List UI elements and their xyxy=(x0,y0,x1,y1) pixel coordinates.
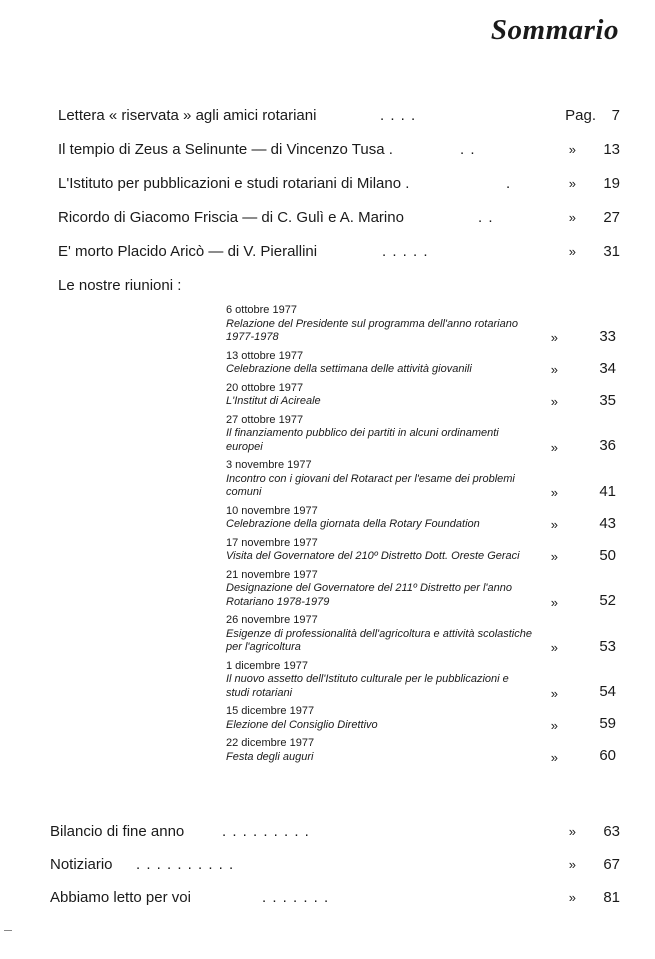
entry-title: Lettera « riservata » agli amici rotariani xyxy=(58,107,317,124)
page-number: 59 xyxy=(599,715,616,732)
page-label: » xyxy=(550,640,558,655)
page-label: » xyxy=(568,210,576,225)
page-label: Pag. xyxy=(565,107,596,124)
toc-entry xyxy=(50,855,620,888)
meeting-date: 15 dicembre 1977 xyxy=(226,705,315,717)
page-label: » xyxy=(550,549,558,564)
meeting-description: Elezione del Consiglio Direttivo xyxy=(226,718,378,731)
page-number: 7 xyxy=(611,107,620,124)
page-number: 60 xyxy=(599,747,616,764)
meeting-date: 17 novembre 1977 xyxy=(226,536,318,549)
page-label: » xyxy=(550,685,558,701)
page-label: » xyxy=(568,890,576,905)
meeting-date: 13 ottobre 1977 xyxy=(226,349,304,362)
page-label: » xyxy=(550,517,558,532)
page-label: » xyxy=(568,142,576,157)
meeting-description: Incontro con i giovani del Rotaract per l'esame dei problemi comuni xyxy=(226,472,515,498)
toc-entry xyxy=(58,174,620,208)
entry-title: Abbiamo letto per voi xyxy=(50,889,191,906)
leader-dots: . . . . . . . . . xyxy=(222,823,310,840)
leader-dots: . . . . . . . xyxy=(262,889,330,906)
meeting-item xyxy=(226,459,618,500)
page-number: 31 xyxy=(603,243,620,260)
page-label: » xyxy=(568,824,576,839)
leader-dots: . . . . . . . . . . xyxy=(136,856,235,873)
meeting-date: 27 ottobre 1977 xyxy=(226,413,304,426)
page-number: 67 xyxy=(603,856,620,873)
meeting-description: Esigenze di professionalità dell'agricoltura e attività scolastiche per l'agricoltura xyxy=(226,627,532,653)
page-label: » xyxy=(568,244,576,259)
meeting-item xyxy=(226,304,618,345)
toc-entry xyxy=(58,242,620,276)
meeting-item xyxy=(226,537,618,564)
meeting-description: Celebrazione della giornata della Rotary Foundation xyxy=(226,518,480,530)
meeting-description: Festa degli auguri xyxy=(226,750,314,763)
page-label: » xyxy=(550,485,558,500)
meeting-item xyxy=(226,350,618,377)
meeting-date: 26 novembre 1977 xyxy=(226,614,318,626)
page-number: 36 xyxy=(599,437,616,454)
page-number: 27 xyxy=(603,209,620,226)
page-number: 54 xyxy=(599,683,616,700)
page-number: 63 xyxy=(603,823,620,840)
meeting-item xyxy=(226,569,618,610)
page-number: 43 xyxy=(599,514,616,532)
page-number: 41 xyxy=(599,482,616,500)
entry-title: Notiziario xyxy=(50,856,113,873)
page-number: 50 xyxy=(599,546,616,564)
toc-entry xyxy=(58,106,620,140)
leader-dots: . . xyxy=(460,141,476,158)
page-label: » xyxy=(550,439,558,455)
toc-tail xyxy=(50,822,620,921)
page-number: 19 xyxy=(603,175,620,192)
page-number: 13 xyxy=(603,141,620,158)
page-number: 35 xyxy=(599,391,616,409)
page-number: 34 xyxy=(599,359,616,377)
page-label: » xyxy=(568,857,576,872)
toc-entry xyxy=(58,208,620,242)
meeting-description: Visita del Governatore del 210º Distretto Dott. Oreste Geraci xyxy=(226,550,520,562)
meeting-item xyxy=(226,614,618,655)
toc-entry xyxy=(50,888,620,921)
meeting-date: 20 ottobre 1977 xyxy=(226,381,304,394)
meeting-description: Relazione del Presidente sul programma dell'anno rotariano 1977-1978 xyxy=(226,317,518,343)
page-label: » xyxy=(550,594,558,610)
toc-entry xyxy=(58,140,620,174)
meeting-item xyxy=(226,382,618,409)
margin-mark xyxy=(4,930,12,931)
section-heading: Le nostre riunioni : xyxy=(58,277,182,294)
page-label: » xyxy=(550,717,558,733)
meetings-list xyxy=(226,304,618,769)
meeting-item xyxy=(226,414,618,455)
leader-dots: . xyxy=(506,175,512,192)
page-label: » xyxy=(550,330,558,345)
meeting-description: L'Institut di Acireale xyxy=(226,395,321,407)
toc-entry xyxy=(50,822,620,855)
meeting-item xyxy=(226,660,618,701)
page-label: » xyxy=(568,176,576,191)
meeting-description: Il nuovo assetto dell'Istituto culturale per le pubblicazioni e studi rotariani xyxy=(226,673,509,699)
page-number: 81 xyxy=(603,889,620,906)
toc-main xyxy=(58,106,620,306)
meeting-item xyxy=(226,737,618,764)
meeting-date: 10 novembre 1977 xyxy=(226,504,318,517)
entry-title: Ricordo di Giacomo Friscia — di C. Gulì e A. Marino xyxy=(58,209,404,226)
entry-title: Il tempio di Zeus a Selinunte — di Vincenzo Tusa . xyxy=(58,141,393,158)
leader-dots: . . . . xyxy=(380,107,417,124)
meeting-date: 3 novembre 1977 xyxy=(226,459,312,471)
page-label: » xyxy=(550,749,558,765)
entry-title: L'Istituto per pubblicazioni e studi rotariani di Milano . xyxy=(58,175,410,192)
meeting-item xyxy=(226,505,618,532)
page-label: » xyxy=(550,394,558,409)
leader-dots: . . . . . xyxy=(382,243,429,260)
page-number: 33 xyxy=(599,327,616,345)
meeting-description: Il finanziamento pubblico dei partiti in alcuni ordinamenti europei xyxy=(226,427,499,453)
page-title: Sommario xyxy=(490,14,619,46)
page-number: 53 xyxy=(599,637,616,655)
entry-title: Bilancio di fine anno xyxy=(50,823,185,840)
meeting-date: 1 dicembre 1977 xyxy=(226,659,308,672)
page-label: » xyxy=(550,362,558,377)
meeting-description: Designazione del Governatore del 211º Distretto per l'anno Rotariano 1978-1979 xyxy=(226,582,512,608)
page-number: 52 xyxy=(599,592,616,609)
meeting-item xyxy=(226,705,618,732)
entry-title: E' morto Placido Aricò — di V. Pierallini xyxy=(58,243,318,260)
meeting-description: Celebrazione della settimana delle attività giovanili xyxy=(226,363,472,375)
meeting-date: 21 novembre 1977 xyxy=(226,568,318,581)
meeting-date: 6 ottobre 1977 xyxy=(226,304,297,316)
leader-dots: . . xyxy=(478,209,494,226)
meeting-date: 22 dicembre 1977 xyxy=(226,737,315,749)
